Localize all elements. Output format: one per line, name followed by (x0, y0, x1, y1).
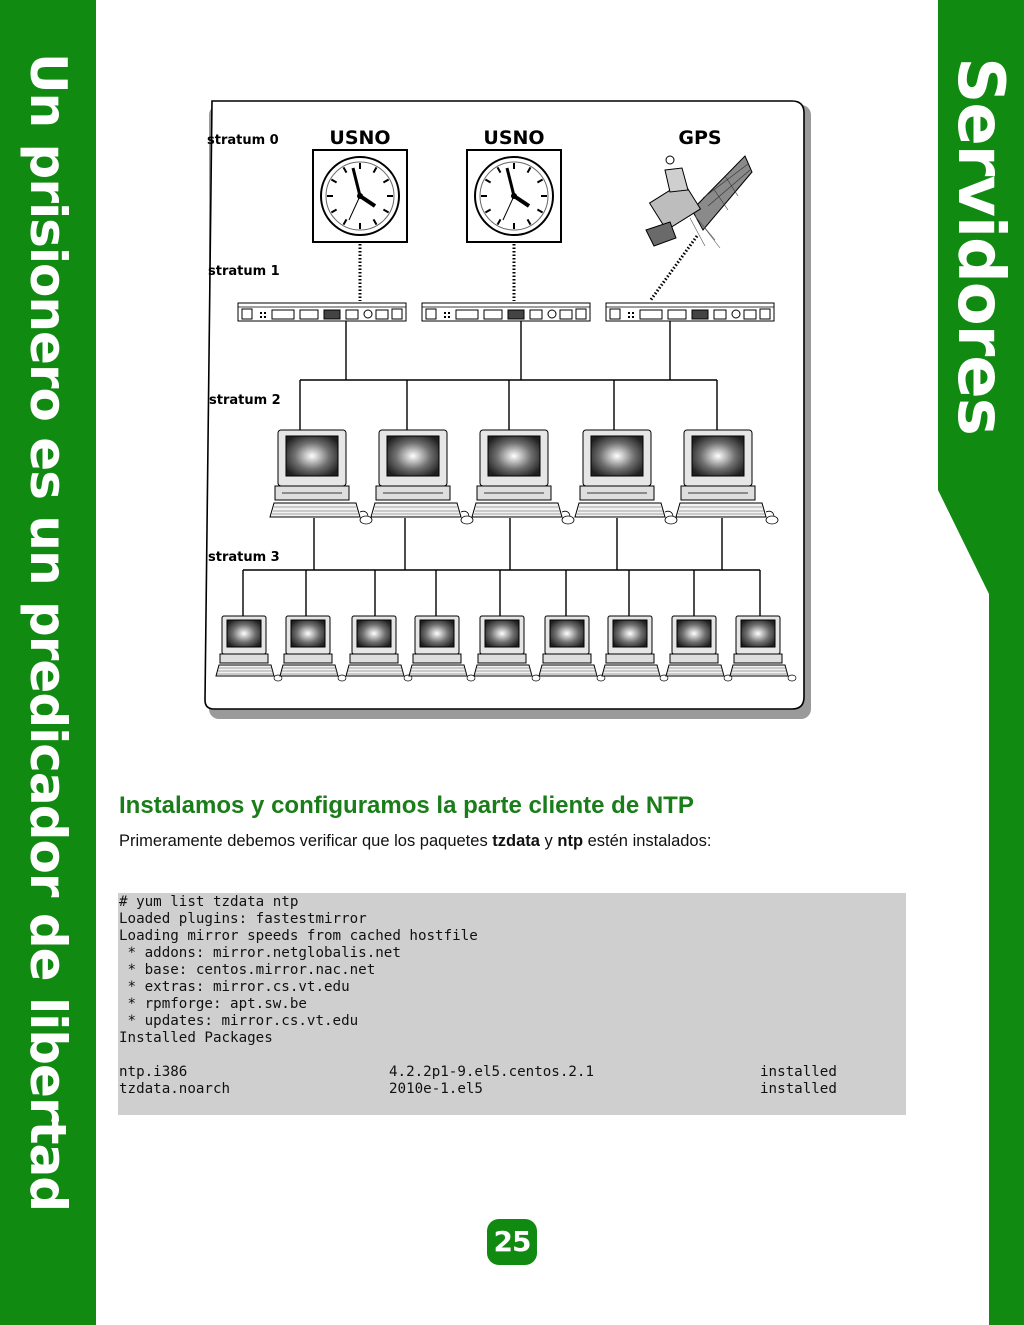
code-line: # yum list tzdata ntp (119, 894, 299, 910)
package-row-name: tzdata.noarch (119, 1081, 231, 1097)
intro-text-mid: y (539, 832, 558, 850)
package-row (119, 1064, 906, 1081)
code-line (119, 1047, 906, 1064)
usno-clock-icon-2 (467, 150, 561, 242)
package-row-status: installed (760, 1064, 837, 1080)
code-line: * rpmforge: apt.sw.be (119, 996, 307, 1012)
stratum1-server-icon-1 (238, 303, 406, 321)
label-stratum-3: stratum 3 (208, 550, 280, 565)
code-line: Loading mirror speeds from cached hostfile (119, 928, 478, 944)
package-name-ntp: ntp (557, 832, 584, 850)
label-stratum-1: stratum 1 (208, 264, 280, 279)
source-label-gps: GPS (678, 127, 722, 149)
code-line: * updates: mirror.cs.vt.edu (119, 1013, 359, 1029)
code-line: Loaded plugins: fastestmirror (119, 911, 367, 927)
intro-paragraph (119, 832, 711, 851)
intro-text-before: Primeramente debemos verificar que los paquetes (119, 832, 493, 850)
code-line: * extras: mirror.cs.vt.edu (119, 979, 350, 995)
stratum1-server-icon-2 (422, 303, 590, 321)
usno-clock-icon-1 (313, 150, 407, 242)
side-title-right: Servidores (943, 57, 1017, 435)
package-row (119, 1081, 906, 1098)
source-label-usno-2: USNO (483, 127, 545, 149)
intro-text-after: estén instalados: (583, 832, 712, 850)
code-line: * base: centos.mirror.nac.net (119, 962, 376, 978)
side-title-left: Un prisionero es un predicador de libertad (19, 52, 77, 1212)
package-name-tzdata: tzdata (492, 832, 540, 850)
page-number-badge: 25 (487, 1219, 537, 1265)
source-label-usno-1: USNO (329, 127, 391, 149)
section-heading: Instalamos y configuramos la parte cliente de NTP (119, 792, 694, 819)
terminal-output-block (118, 893, 906, 1115)
ntp-stratum-diagram (200, 98, 812, 720)
label-stratum-2: stratum 2 (209, 393, 281, 408)
code-line: * addons: mirror.netglobalis.net (119, 945, 401, 961)
code-line: Installed Packages (119, 1030, 273, 1046)
package-row-status: installed (760, 1081, 837, 1097)
package-row-version: 4.2.2p1-9.el5.centos.2.1 (389, 1064, 594, 1080)
stratum1-server-icon-3 (606, 303, 774, 321)
package-row-name: ntp.i386 (119, 1064, 188, 1080)
label-stratum-0: stratum 0 (207, 133, 279, 148)
package-row-version: 2010e-1.el5 (389, 1081, 483, 1097)
